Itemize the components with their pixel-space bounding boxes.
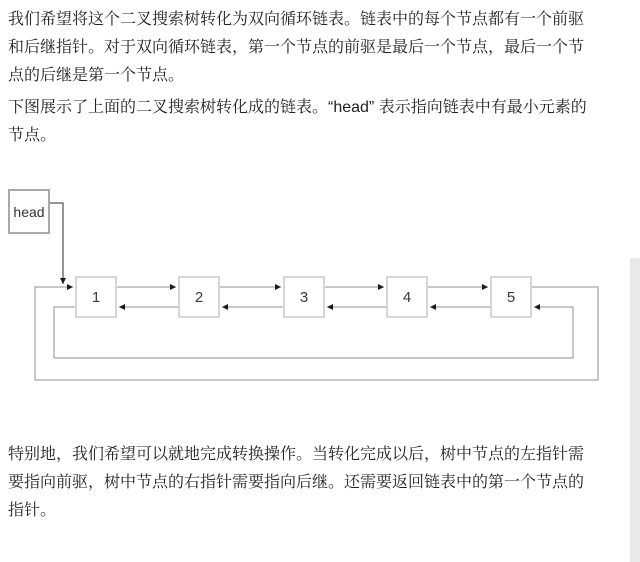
list-node-3 [283,276,325,318]
list-node-1 [75,276,117,318]
head-pointer-box [8,189,50,234]
text-line: 我们希望将这个二叉搜索树转化为双向循环链表。链表中的每个节点都有一个前驱 [8,11,585,28]
text-line: 指针。 [8,502,57,519]
node-value: 5 [506,288,516,306]
node-value: 1 [91,288,101,306]
node-value: 4 [402,288,412,306]
text-line: 要指向前驱，树中节点的右指针需要指向后继。还需要返回链表中的第一个节点的 [8,474,585,491]
paragraph-requirements [8,441,618,525]
text-line: 点的后继是第一个节点。 [8,67,185,84]
node-value: 2 [194,288,204,306]
scrollbar-thumb[interactable] [630,258,640,562]
node-value: 3 [299,288,309,306]
head-label: head [13,203,45,220]
list-node-5 [490,276,532,318]
text-line: 下图展示了上面的二叉搜索树转化成的链表。“head” 表示指向链表中有最小元素的 [8,99,587,116]
linked-list-diagram [0,185,640,390]
list-node-4 [386,276,428,318]
list-node-2 [178,276,220,318]
paragraph-intro [8,6,618,90]
head-pointer-line [50,203,63,284]
paragraph-figure-caption [8,94,618,150]
text-line: 节点。 [8,127,57,144]
text-line: 特别地，我们希望可以就地完成转换操作。当转化完成以后，树中节点的左指针需 [8,446,585,463]
text-line: 和后继指针。对于双向循环链表，第一个节点的前驱是最后一个节点，最后一个节 [8,39,585,56]
